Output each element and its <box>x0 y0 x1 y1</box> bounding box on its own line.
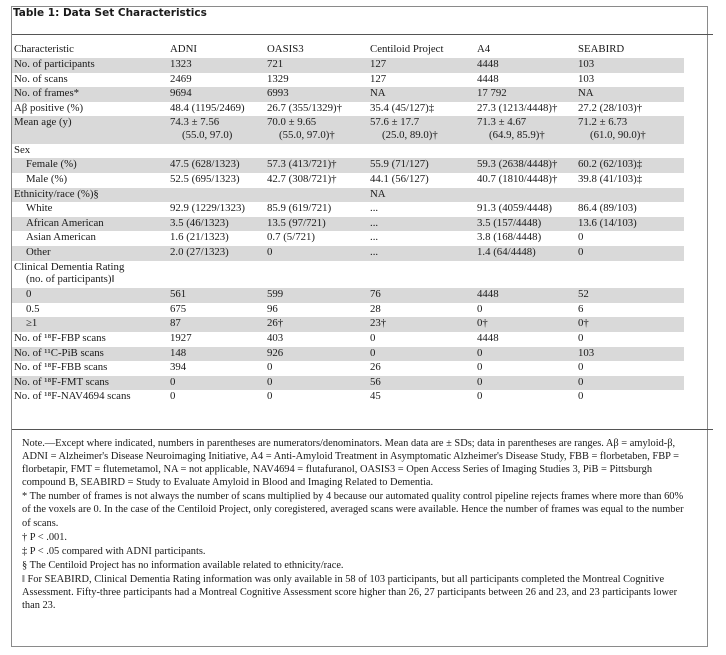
table-cell: NA <box>578 87 684 102</box>
row-label: No. of ¹⁸F-NAV4694 scans <box>14 390 131 403</box>
table-cell: 4448 <box>477 288 578 303</box>
row-label: No. of participants <box>12 58 170 73</box>
table-cell: 2469 <box>170 72 192 85</box>
table-cell: 71.2 ± 6.73 (61.0, 90.0)† <box>578 116 684 144</box>
table-title: Table 1: Data Set Characteristics <box>13 7 207 19</box>
table-cell: 52 <box>578 288 684 303</box>
table-cell: 103 <box>578 347 684 362</box>
table-cell: 26 <box>370 361 381 374</box>
table-cell: 27.3 (1213/4448)† <box>477 101 558 114</box>
table-cell: 0† <box>477 317 578 332</box>
table-cell <box>578 144 684 159</box>
table-cell: 85.9 (619/721) <box>267 202 332 215</box>
table-row <box>12 261 684 289</box>
table-row <box>12 116 684 144</box>
table-row <box>12 73 684 88</box>
table-cell: 675 <box>170 302 187 315</box>
table-cell: 48.4 (1195/2469) <box>170 101 245 114</box>
table-cell: 0 <box>267 376 370 391</box>
table-cell: 1.4 (64/4448) <box>477 246 578 261</box>
row-label: No. of ¹⁸F-FBP scans <box>14 331 106 344</box>
table-cell <box>370 261 477 289</box>
table-cell: 13.5 (97/721) <box>267 217 370 232</box>
table-cell: 55.9 (71/127) <box>370 158 477 173</box>
rule-top <box>12 34 713 35</box>
note-seabird: ǁ For SEABIRD, Clinical Dementia Rating information was only available in 58 of 103 participants, but all participants completed the Montreal Cognitive Assessment. Fifty-three participants had a Montreal Cognitive Assessment score higher than 26, 27 participants between 26 and 23, and 23 participants lower than 23. <box>22 573 678 612</box>
table-cell: 127 <box>370 58 477 73</box>
row-label: Other <box>12 246 170 261</box>
row-label: Male (%) <box>26 173 68 186</box>
table-cell: NA <box>370 188 477 203</box>
table-cell: 44.1 (56/127) <box>370 173 429 186</box>
row-label: No. of scans <box>14 72 68 85</box>
row-label: Ethnicity/race (%)§ <box>12 188 170 203</box>
table-cell: 6993 <box>267 87 370 102</box>
table-cell <box>170 144 267 159</box>
table-cell: 59.3 (2638/4448)† <box>477 158 578 173</box>
table-cell: 1927 <box>170 331 192 344</box>
header-row <box>12 43 684 58</box>
rule-bottom <box>12 429 713 430</box>
table-cell: 1329 <box>267 72 289 85</box>
row-label: Aβ positive (%) <box>14 101 84 114</box>
column-header: A4 <box>477 43 491 55</box>
table-cell: NA <box>370 87 477 102</box>
table-row <box>12 217 684 232</box>
table-cell: ... <box>370 246 477 261</box>
table-cell <box>267 144 370 159</box>
row-label: Mean age (y) <box>12 116 170 144</box>
column-header: ADNI <box>170 43 197 55</box>
table-cell: 4448 <box>477 331 499 344</box>
table-cell: 86.4 (89/103) <box>578 202 637 215</box>
table-cell: 76 <box>370 288 477 303</box>
column-header: Centiloid Project <box>370 43 444 55</box>
table-cell: 599 <box>267 288 370 303</box>
row-label: No. of ¹⁸F-FMT scans <box>12 376 170 391</box>
table-row <box>12 144 684 159</box>
table-cell: 96 <box>267 302 278 315</box>
note-p-001: † P < .001. <box>22 531 68 543</box>
table-notes <box>22 437 690 613</box>
note-centiloid: § The Centiloid Project has no information available related to ethnicity/race. <box>22 559 344 571</box>
table-cell: 0 <box>477 361 483 374</box>
table-row <box>12 102 684 117</box>
table-cell: 47.5 (628/1323) <box>170 158 267 173</box>
table-cell: 71.3 ± 4.67 (64.9, 85.9)† <box>477 116 578 144</box>
table-cell: 4448 <box>477 72 499 85</box>
table-cell: 4448 <box>477 58 578 73</box>
table-cell: 0 <box>578 231 584 244</box>
row-label: No. of ¹⁸F-FBB scans <box>14 361 108 374</box>
table-cell: 148 <box>170 347 267 362</box>
table-cell: 23† <box>370 317 477 332</box>
table-cell: 57.3 (413/721)† <box>267 158 370 173</box>
table-cell: 0 <box>578 331 584 344</box>
table-cell <box>477 261 578 289</box>
table-cell: 60.2 (62/103)‡ <box>578 158 684 173</box>
column-header: SEABIRD <box>578 43 625 55</box>
table-cell: 394 <box>170 361 187 374</box>
table-cell: 0 <box>370 347 477 362</box>
table-cell: 91.3 (4059/4448) <box>477 202 552 215</box>
table-cell: ... <box>370 202 379 215</box>
table-row <box>12 288 684 303</box>
table-cell: 0 <box>170 376 267 391</box>
table-cell: ... <box>370 217 477 232</box>
row-label: Female (%) <box>12 158 170 173</box>
table-cell: 74.3 ± 7.56 (55.0, 97.0) <box>170 116 267 144</box>
table-cell: 56 <box>370 376 477 391</box>
note-p-05: ‡ P < .05 compared with ADNI participants. <box>22 545 206 557</box>
table-cell: 1323 <box>170 58 267 73</box>
table-cell: 0 <box>477 302 483 315</box>
table-cell: 127 <box>370 72 387 85</box>
table-cell: 0† <box>578 317 684 332</box>
table-cell: 26† <box>267 317 370 332</box>
table-cell <box>477 188 578 203</box>
note-abbreviations: Note.—Except where indicated, numbers in parentheses are numerators/denominators. Mean data are ± SDs; data in parentheses are ranges. Aβ = amyloid-β, ADNI = Alzheimer's Disease Neuroimaging Initiative, A4 = Anti-Amyloid Treatment in Asymptomatic Alzheimer's Disease Study, FBB = florbetaben, FBP = florbetapir, FMT = flutemetamol, NA = not applicable, NAV4694 = flutafuranol, OASIS3 = Open Access Series of Imaging Studies 3, PiB = Pittsburgh compound B, SEABIRD = Study to Evaluate Amyloid in Blood and Imaging Related to Dementia. <box>22 438 679 489</box>
table-cell: 3.8 (168/4448) <box>477 231 542 244</box>
table-cell: 0 <box>578 376 684 391</box>
table-cell: 3.5 (157/4448) <box>477 217 578 232</box>
row-label: ≥1 <box>12 317 170 332</box>
row-label: 0.5 <box>26 302 40 315</box>
table-cell <box>370 144 477 159</box>
table-cell: 40.7 (1810/4448)† <box>477 173 558 186</box>
table-cell <box>170 261 267 289</box>
table-cell: 70.0 ± 9.65 (55.0, 97.0)† <box>267 116 370 144</box>
table-cell: 92.9 (1229/1323) <box>170 202 245 215</box>
row-label: No. of ¹¹C-PiB scans <box>12 347 170 362</box>
table-cell: ... <box>370 231 379 244</box>
table-row <box>12 332 684 347</box>
table-cell: 403 <box>267 331 284 344</box>
column-header: OASIS3 <box>267 43 304 55</box>
row-label: No. of frames* <box>12 87 170 102</box>
table-cell: 1.6 (21/1323) <box>170 231 229 244</box>
row-label: Asian American <box>26 231 96 244</box>
row-label: White <box>26 202 53 215</box>
table-cell: 561 <box>170 288 267 303</box>
table-cell <box>578 261 684 289</box>
table-cell: 0 <box>477 347 578 362</box>
table-row <box>12 158 684 173</box>
table-cell <box>477 144 578 159</box>
table-cell: 9694 <box>170 87 267 102</box>
table-cell: 26.7 (355/1329)† <box>267 101 342 114</box>
table-cell: 3.5 (46/1323) <box>170 217 267 232</box>
table-cell: 17 792 <box>477 87 578 102</box>
row-label: 0 <box>12 288 170 303</box>
table-cell: 52.5 (695/1323) <box>170 173 240 186</box>
note-frames: * The number of frames is not always the number of scans multiplied by 4 because our automated quality control pipeline rejects frames where more than 60% of the voxels are 0. In the case of the Centiloid Project, only coregistered, averaged scans were available. Hence the number of frames was equal to the number of scans. <box>22 491 684 529</box>
table-cell: 35.4 (45/127)‡ <box>370 101 435 114</box>
table-row <box>12 376 684 391</box>
table-cell: 0 <box>267 361 273 374</box>
table-cell: 0 <box>477 376 578 391</box>
table-row <box>12 58 684 73</box>
table-row <box>12 347 684 362</box>
table-cell <box>578 188 684 203</box>
table-row <box>12 317 684 332</box>
column-header: Characteristic <box>14 43 74 55</box>
table-cell: 103 <box>578 72 595 85</box>
table-cell: 42.7 (308/721)† <box>267 173 337 186</box>
row-label: Clinical Dementia Rating (no. of participants)ǁ <box>14 260 125 286</box>
table-cell: 0 <box>578 390 584 403</box>
table-row <box>12 202 684 217</box>
table-row <box>12 188 684 203</box>
table-cell: 0 <box>370 331 376 344</box>
table-cell: 39.8 (41/103)‡ <box>578 173 643 186</box>
table-row <box>12 246 684 261</box>
table-cell: 0 <box>578 246 684 261</box>
table-cell: 27.2 (28/103)† <box>578 101 643 114</box>
table-cell: 6 <box>578 302 584 315</box>
table-cell: 0 <box>170 390 176 403</box>
table-cell <box>170 188 267 203</box>
table-cell <box>267 261 370 289</box>
table-cell: 87 <box>170 317 267 332</box>
table-cell: 0 <box>477 390 483 403</box>
table-cell <box>267 188 370 203</box>
table-row <box>12 390 684 405</box>
table-cell: 721 <box>267 58 370 73</box>
table-cell: 28 <box>370 302 381 315</box>
row-label: Sex <box>14 143 31 156</box>
table-cell: 13.6 (14/103) <box>578 217 684 232</box>
table-cell: 0 <box>578 361 584 374</box>
table-row <box>12 87 684 102</box>
table-cell: 0.7 (5/721) <box>267 231 315 244</box>
table-row <box>12 303 684 318</box>
table-cell: 103 <box>578 58 684 73</box>
table-cell: 926 <box>267 347 370 362</box>
table-cell: 57.6 ± 17.7 (25.0, 89.0)† <box>370 116 477 144</box>
table-cell: 45 <box>370 390 381 403</box>
row-label: African American <box>12 217 170 232</box>
table-row <box>12 173 684 188</box>
table-row <box>12 231 684 246</box>
table-cell: 0 <box>267 246 370 261</box>
table-row <box>12 361 684 376</box>
table-cell: 0 <box>267 390 273 403</box>
table-cell: 2.0 (27/1323) <box>170 246 267 261</box>
data-table <box>12 43 684 405</box>
